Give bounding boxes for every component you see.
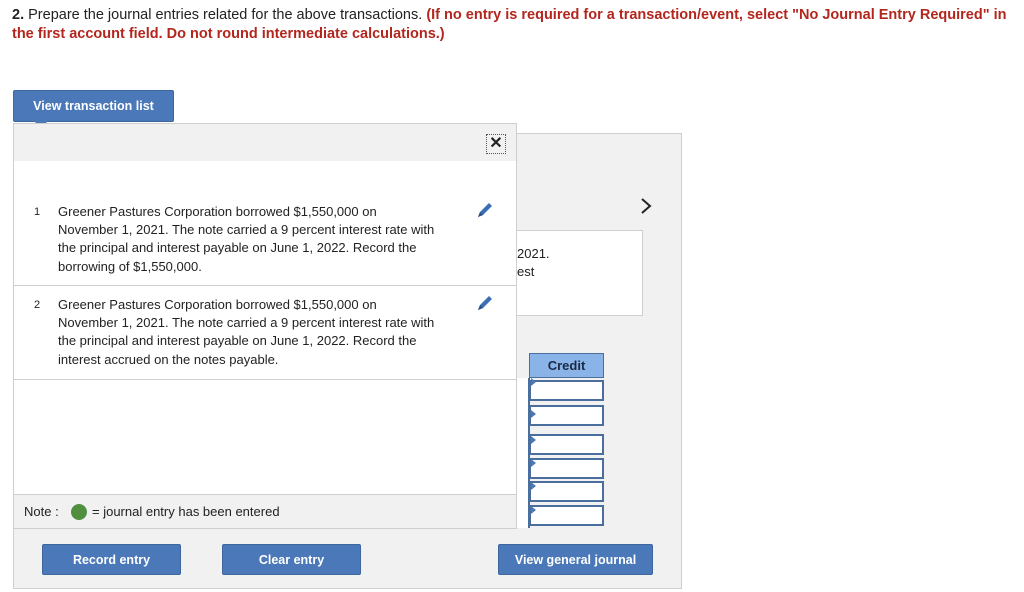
row-marker-icon xyxy=(531,410,536,418)
row-marker-icon xyxy=(531,436,536,444)
row-marker-icon xyxy=(531,378,536,386)
pencil-icon[interactable] xyxy=(474,199,496,221)
view-transaction-list-label: View transaction list xyxy=(33,99,154,113)
note-label: Note : xyxy=(24,504,59,519)
credit-input[interactable] xyxy=(529,505,604,526)
row-marker-icon xyxy=(531,506,536,514)
credit-input[interactable] xyxy=(529,380,604,401)
transaction-number: 1 xyxy=(34,206,41,218)
view-general-journal-button[interactable]: View general journal xyxy=(498,544,653,575)
debit-column-edge xyxy=(516,378,530,528)
transaction-row[interactable] xyxy=(14,286,516,380)
record-entry-button[interactable]: Record entry xyxy=(42,544,181,575)
entered-indicator-icon xyxy=(71,504,87,520)
row-marker-icon xyxy=(531,459,536,467)
question-instruction: (If no entry is required for a transaction/event, select "No Journal Entry Required" in the first account field. Do not round intermediate calculations.) xyxy=(12,7,1007,42)
question-prompt: Prepare the journal entries related for the above transactions. xyxy=(28,7,423,23)
transaction-text: Greener Pastures Corporation borrowed $1,550,000 on November 1, 2021. The note carried a 9 percent interest rate with the principal and interest payable on June 1, 2022. Record the interest accrued on the notes payable. xyxy=(58,297,435,367)
credit-input[interactable] xyxy=(529,405,604,426)
next-entry-icon[interactable] xyxy=(636,194,656,218)
question-number: 2. xyxy=(12,7,25,23)
pencil-icon[interactable] xyxy=(474,292,496,314)
clear-entry-button[interactable]: Clear entry xyxy=(222,544,361,575)
question-text xyxy=(12,6,1012,44)
transaction-number: 2 xyxy=(34,299,41,311)
view-transaction-list-button[interactable] xyxy=(13,90,174,122)
row-marker-icon xyxy=(531,482,536,490)
transaction-list-popup xyxy=(13,123,517,529)
credit-input[interactable] xyxy=(529,434,604,455)
transaction-text: Greener Pastures Corporation borrowed $1,550,000 on November 1, 2021. The note carried a 9 percent interest rate with the principal and interest payable on June 1, 2022. Record the borrowing of $1,550,000. xyxy=(58,204,435,274)
popup-header xyxy=(14,124,516,161)
credit-input[interactable] xyxy=(529,481,604,502)
description-fragment: est xyxy=(517,264,535,279)
credit-input[interactable] xyxy=(529,458,604,479)
transaction-row[interactable] xyxy=(14,161,516,286)
description-fragment: 2021. xyxy=(517,246,550,261)
legend-note xyxy=(14,494,516,528)
note-text: = journal entry has been entered xyxy=(92,504,280,519)
close-icon[interactable]: ✕ xyxy=(486,134,506,154)
credit-column-header: Credit xyxy=(529,353,604,378)
